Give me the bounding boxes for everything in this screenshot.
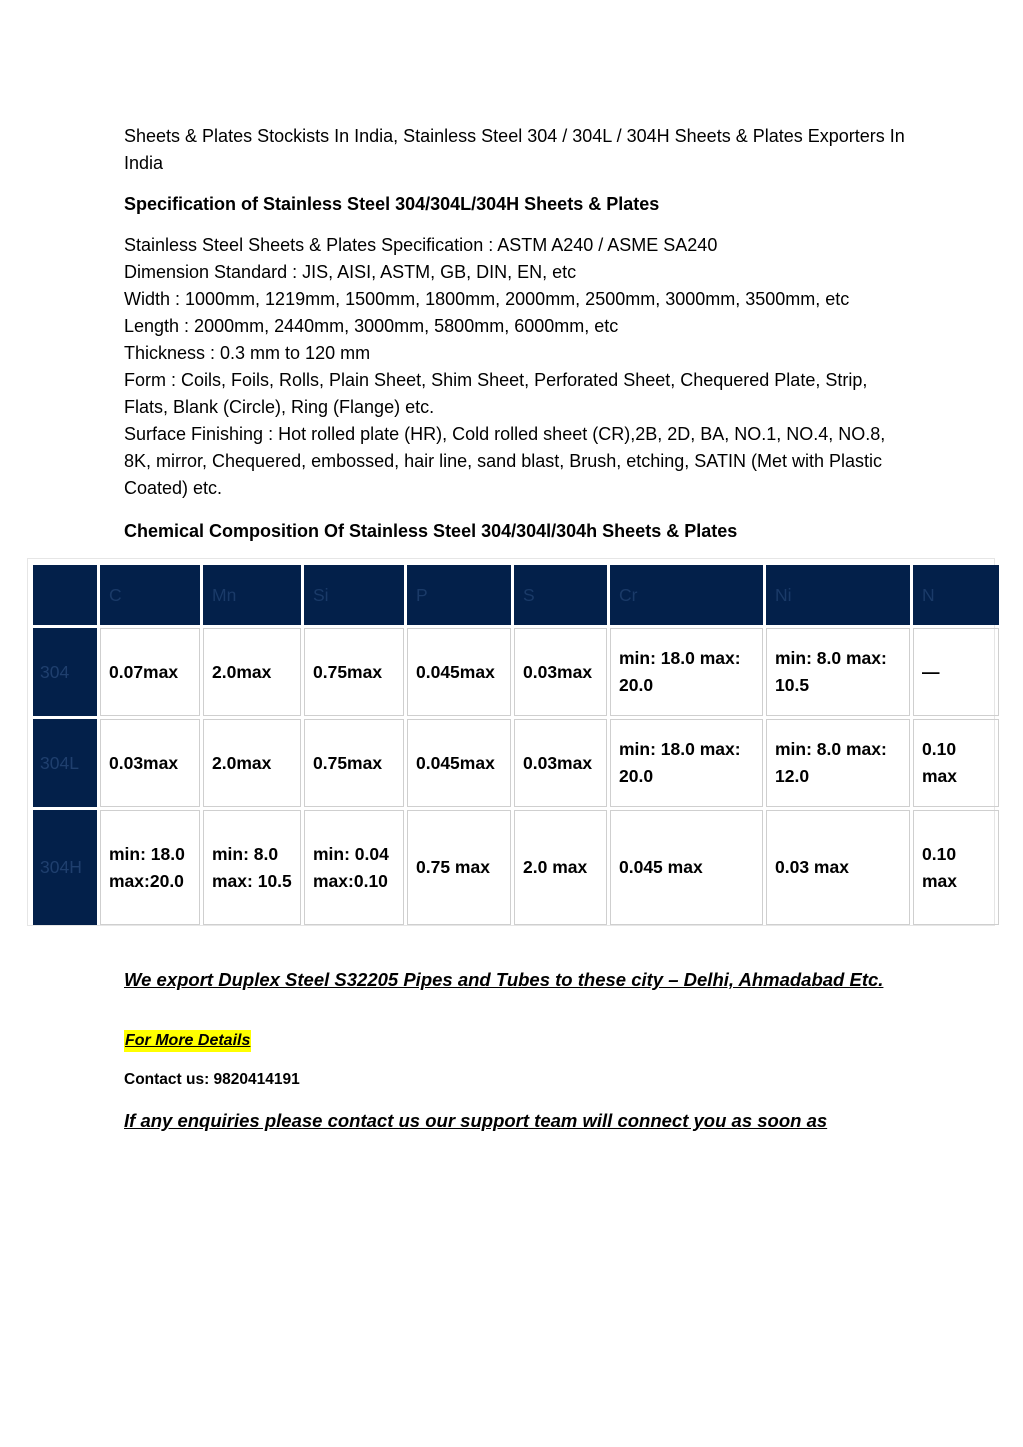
header-cell-ni: Ni — [766, 565, 910, 625]
table-cell: 0.03 max — [766, 810, 910, 925]
table-header-row — [33, 565, 999, 625]
chemical-composition-heading: Chemical Composition Of Stainless Steel 304/304l/304h Sheets & Plates — [124, 521, 738, 541]
table-cell: — — [913, 628, 999, 716]
header-cell-mn: Mn — [203, 565, 301, 625]
spec-line: Dimension Standard : JIS, AISI, ASTM, GB, DIN, EN, etc — [124, 262, 577, 282]
table-cell: min: 18.0 max: 20.0 — [610, 628, 763, 716]
grade-cell: 304L — [33, 719, 97, 807]
spec-line: Form : Coils, Foils, Rolls, Plain Sheet, Shim Sheet, Perforated Sheet, Chequered Plate, Strip, Flats, Blank (Circle), Ring (Flange) etc. — [124, 370, 868, 417]
table-cell: 0.03max — [514, 719, 607, 807]
export-cities-link[interactable]: We export Duplex Steel S32205 Pipes and Tubes to these city – Delhi, Ahmadabad Etc. — [124, 969, 884, 990]
header-cell-p: P — [407, 565, 511, 625]
specification-list — [124, 232, 914, 502]
table-cell: min: 18.0 max: 20.0 — [610, 719, 763, 807]
spec-line: Width : 1000mm, 1219mm, 1500mm, 1800mm, 2000mm, 2500mm, 3000mm, 3500mm, etc — [124, 289, 850, 309]
chemical-composition-table-frame — [27, 558, 995, 926]
table-cell: min: 0.04 max:0.10 — [304, 810, 404, 925]
table-cell: 0.10 max — [913, 810, 999, 925]
table-cell: 2.0max — [203, 719, 301, 807]
header-cell-si: Si — [304, 565, 404, 625]
more-details-link[interactable]: For More Details — [124, 1030, 251, 1052]
spec-line: Length : 2000mm, 2440mm, 3000mm, 5800mm, 6000mm, etc — [124, 316, 619, 336]
table-cell: 0.75max — [304, 628, 404, 716]
table-cell: min: 8.0 max: 10.5 — [766, 628, 910, 716]
table-cell: 0.03max — [100, 719, 200, 807]
contact-number: Contact us: 9820414191 — [124, 1071, 300, 1088]
table-cell: 0.045 max — [610, 810, 763, 925]
table-cell: min: 8.0 max: 10.5 — [203, 810, 301, 925]
table-cell: 0.07max — [100, 628, 200, 716]
table-cell: 2.0max — [203, 628, 301, 716]
table-cell: 2.0 max — [514, 810, 607, 925]
table-row — [33, 719, 999, 807]
table-row — [33, 628, 999, 716]
spec-line: Thickness : 0.3 mm to 120 mm — [124, 343, 371, 363]
header-cell-c: C — [100, 565, 200, 625]
specification-heading: Specification of Stainless Steel 304/304L/304H Sheets & Plates — [124, 194, 660, 214]
spec-line: Surface Finishing : Hot rolled plate (HR), Cold rolled sheet (CR),2B, 2D, BA, NO.1, NO.4, NO.8, 8K, mirror, Chequered, embossed, hair line, sand blast, Brush, etching, SATIN (Met with Plastic Coated) etc. — [124, 424, 886, 498]
table-cell: 0.75max — [304, 719, 404, 807]
table-cell: min: 18.0 max:20.0 — [100, 810, 200, 925]
table-cell: 0.045max — [407, 628, 511, 716]
spec-line: Stainless Steel Sheets & Plates Specification : ASTM A240 / ASME SA240 — [124, 235, 718, 255]
table-cell: 0.75 max — [407, 810, 511, 925]
table-cell: 0.045max — [407, 719, 511, 807]
header-cell-s: S — [514, 565, 607, 625]
enquiry-link[interactable]: If any enquiries please contact us our support team will connect you as soon as — [124, 1110, 828, 1131]
table-cell: min: 8.0 max: 12.0 — [766, 719, 910, 807]
header-cell-blank — [33, 565, 97, 625]
intro-paragraph: Sheets & Plates Stockists In India, Stainless Steel 304 / 304L / 304H Sheets & Plates Exporters In India — [124, 126, 905, 173]
chemical-composition-table — [30, 562, 1002, 928]
grade-cell: 304 — [33, 628, 97, 716]
table-cell: 0.03max — [514, 628, 607, 716]
header-cell-cr: Cr — [610, 565, 763, 625]
table-row — [33, 810, 999, 925]
table-cell: 0.10 max — [913, 719, 999, 807]
header-cell-n: N — [913, 565, 999, 625]
grade-cell: 304H — [33, 810, 97, 925]
